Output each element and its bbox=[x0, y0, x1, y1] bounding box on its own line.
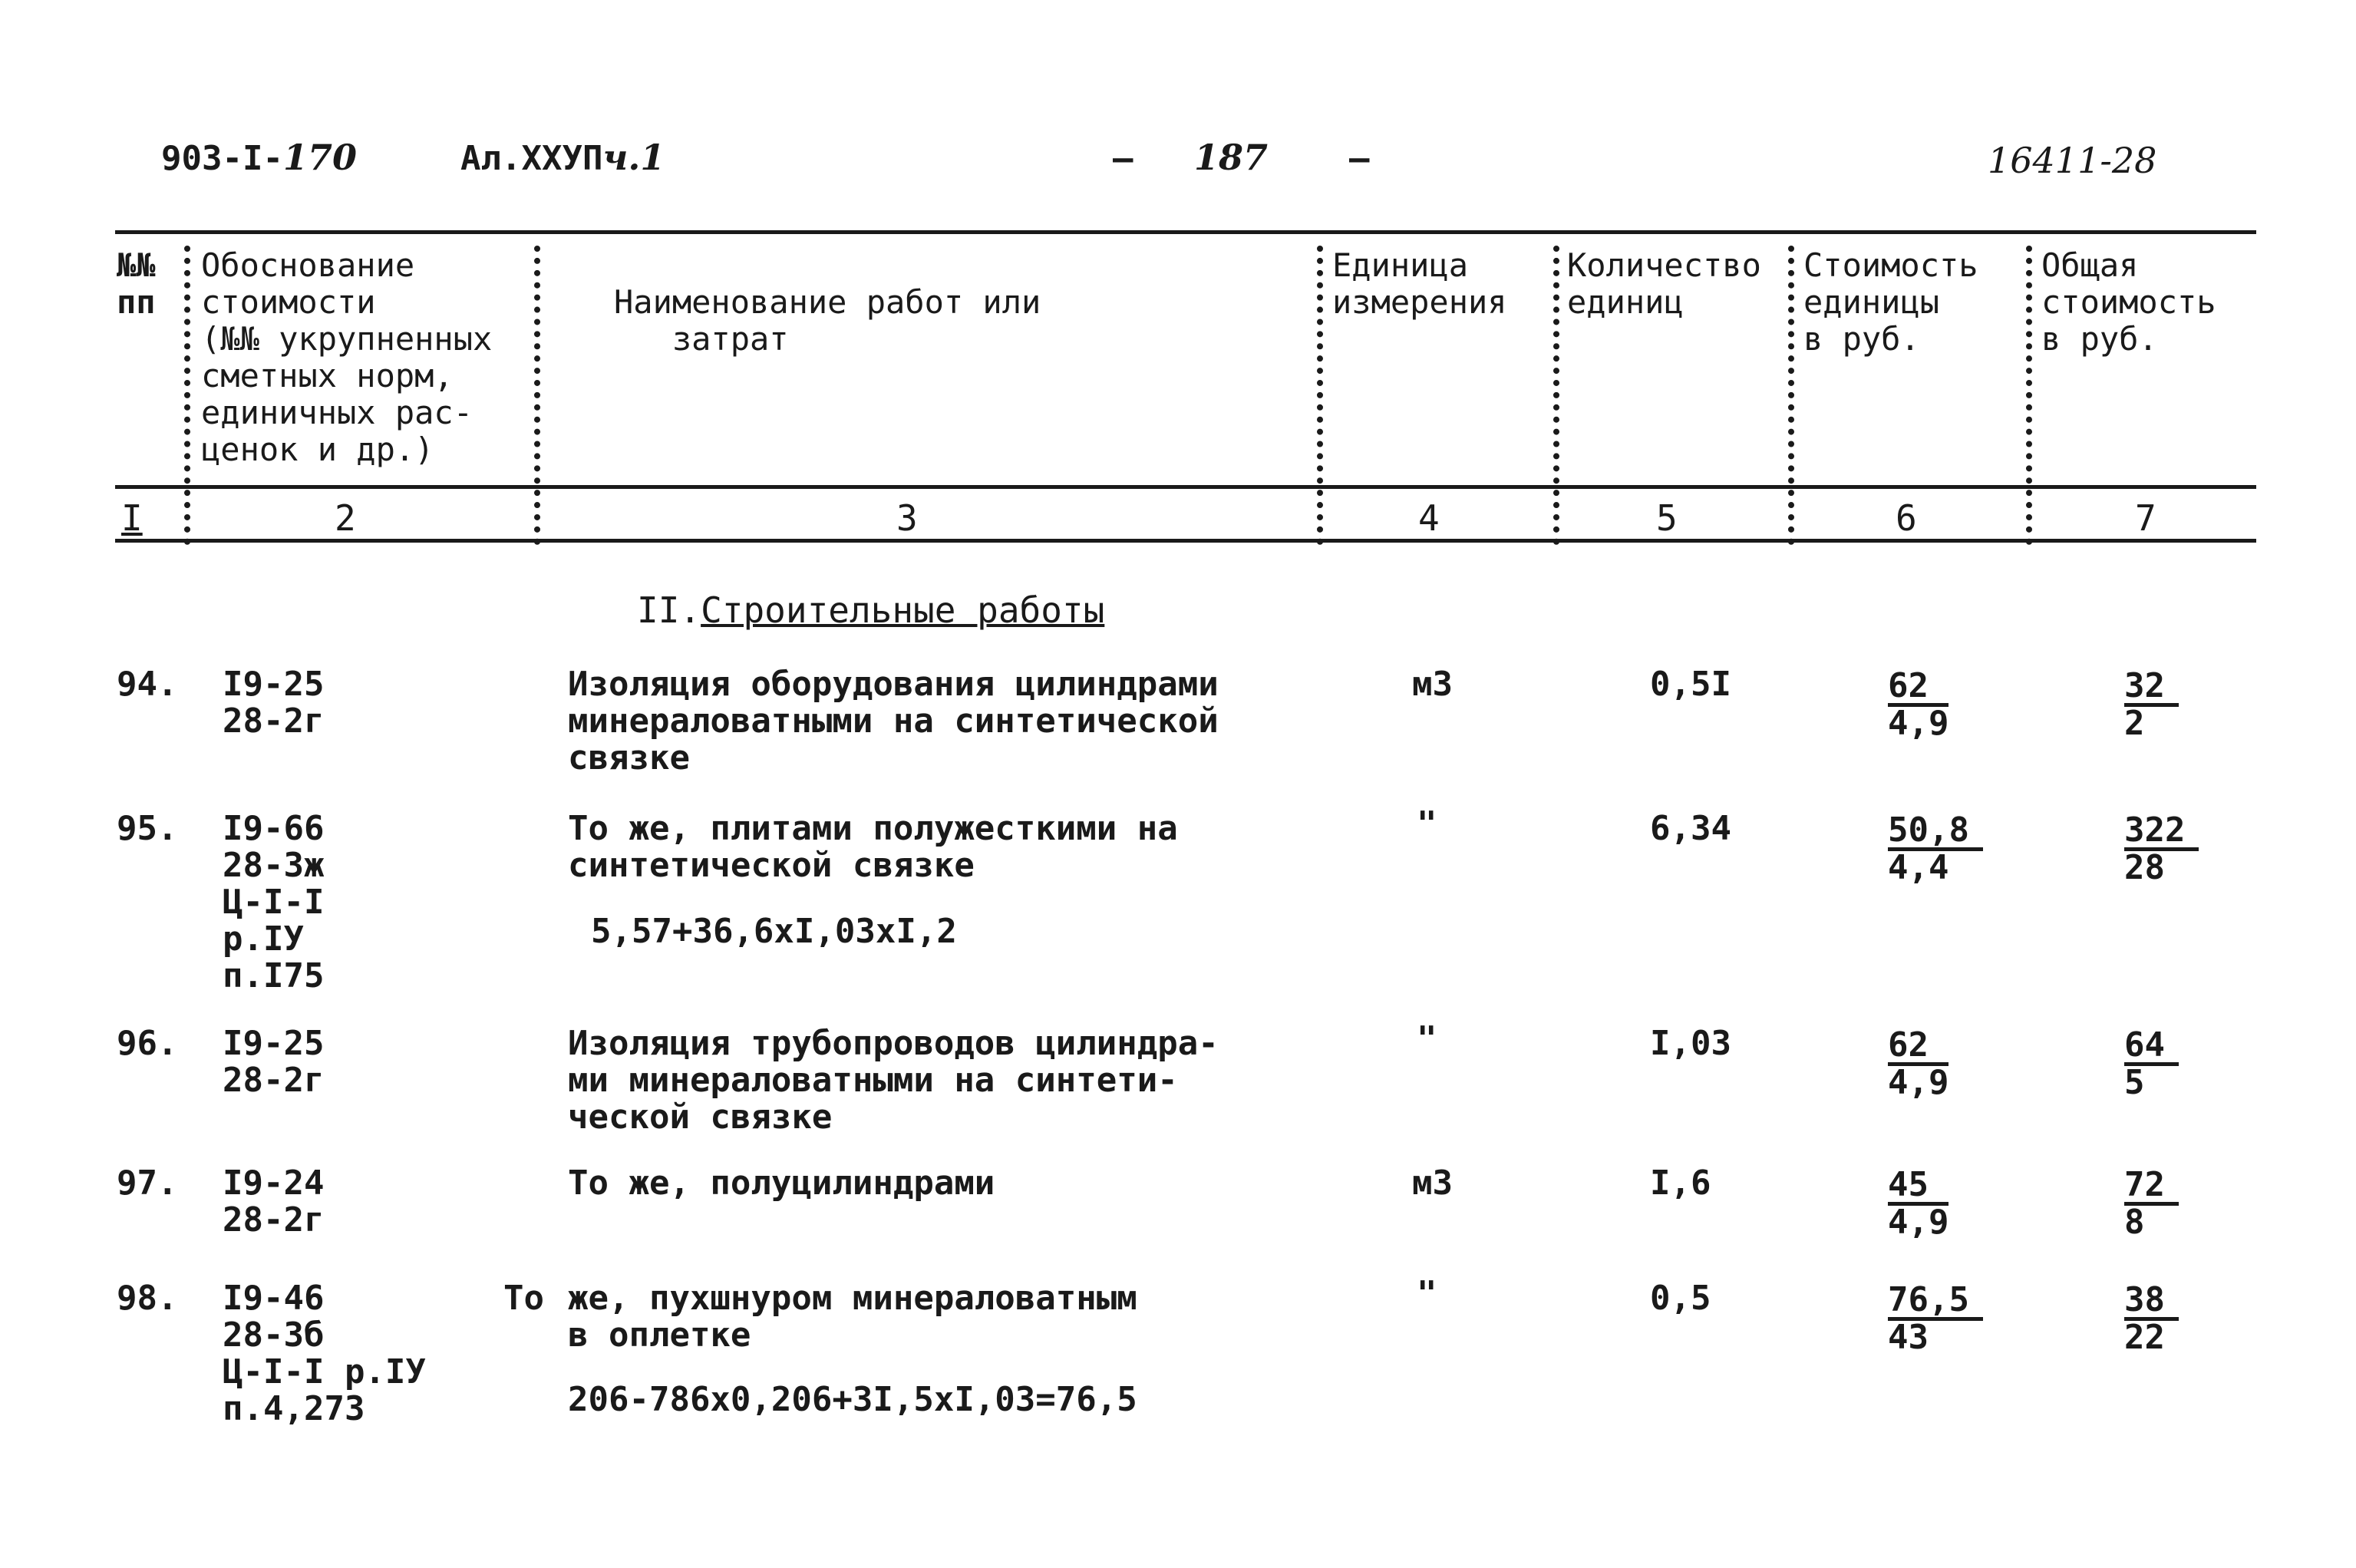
header-work-name: Наименование работ или затрат bbox=[614, 283, 1041, 358]
column-separator bbox=[184, 246, 190, 545]
row-number: 96. bbox=[117, 1024, 178, 1063]
column-number-2: 2 bbox=[335, 497, 356, 539]
unit-cost-bottom: 4,9 bbox=[1888, 1203, 1949, 1242]
row-total-cost bbox=[2124, 1025, 2179, 1102]
page-number: – 187 – bbox=[1113, 137, 1370, 178]
row-number: 98. bbox=[117, 1279, 178, 1318]
row-total-cost bbox=[2124, 666, 2179, 743]
row-total-cost bbox=[2124, 810, 2199, 887]
total-cost-bottom: 22 bbox=[2124, 1318, 2165, 1357]
total-cost-bottom: 2 bbox=[2124, 704, 2145, 743]
unit-cost-top: 45 bbox=[1888, 1168, 1948, 1206]
row-basis: I9-66 28-3ж Ц-I-I р.IУ п.I75 bbox=[223, 809, 325, 995]
row-number: 97. bbox=[117, 1164, 178, 1203]
unit-cost-bottom: 4,4 bbox=[1888, 848, 1949, 887]
row-unit: м3 bbox=[1412, 665, 1453, 704]
header-basis: Обоснование стоимости (№№ укрупненных сметных норм, единичных рас- ценок и др.) bbox=[201, 246, 493, 468]
row-work-name: То же, плитами полужесткими на синтетической связке bbox=[568, 809, 1178, 885]
total-cost-top: 38 bbox=[2124, 1283, 2179, 1321]
total-cost-top: 322 bbox=[2124, 814, 2199, 851]
row-unit-cost bbox=[1888, 1165, 1949, 1242]
column-separator bbox=[2026, 246, 2032, 545]
row-number: 94. bbox=[117, 665, 178, 704]
column-number-5: 5 bbox=[1656, 497, 1678, 539]
column-number-7: 7 bbox=[2135, 497, 2156, 539]
row-quantity: I,03 bbox=[1650, 1024, 1731, 1063]
row-total-cost bbox=[2124, 1165, 2179, 1242]
column-number-6: 6 bbox=[1896, 497, 1917, 539]
header-total-cost: Общая стоимость в руб. bbox=[2041, 246, 2216, 358]
row-formula: 5,57+36,6xI,03xI,2 bbox=[591, 912, 957, 951]
row-total-cost bbox=[2124, 1280, 2179, 1357]
row-unit-ditto: " bbox=[1417, 1274, 1437, 1313]
unit-cost-bottom: 4,9 bbox=[1888, 704, 1949, 743]
row-work-name: Изоляция оборудования цилиндрами минераловатными на синтетической связке bbox=[568, 665, 1219, 777]
row-unit-ditto: " bbox=[1417, 804, 1437, 843]
row-unit-cost bbox=[1888, 666, 1949, 743]
total-cost-bottom: 5 bbox=[2124, 1063, 2145, 1102]
row-unit-ditto: " bbox=[1417, 1019, 1437, 1058]
row-basis: I9-46 28-3б Ц-I-I р.IУ п.4,273 bbox=[223, 1279, 426, 1428]
row-unit-cost bbox=[1888, 1025, 1949, 1102]
column-number-rule bbox=[115, 539, 2256, 543]
section-prefix: II. bbox=[637, 589, 701, 631]
row-unit-cost bbox=[1888, 1280, 1983, 1357]
table-top-rule bbox=[115, 230, 2256, 234]
column-separator bbox=[1788, 246, 1794, 545]
unit-cost-top: 62 bbox=[1888, 1028, 1948, 1066]
total-cost-top: 72 bbox=[2124, 1168, 2179, 1206]
column-separator bbox=[1317, 246, 1323, 545]
row-work-name: же, пухшнуром минераловатным в оплетке bbox=[568, 1279, 1137, 1355]
column-separator bbox=[1553, 246, 1559, 545]
document-code-handwritten: 170 bbox=[282, 137, 357, 178]
unit-cost-bottom: 4,9 bbox=[1888, 1063, 1949, 1102]
unit-cost-top: 50,8 bbox=[1888, 814, 1983, 851]
album-number: Ал.XXУПч.1 bbox=[460, 137, 665, 178]
row-quantity: 6,34 bbox=[1650, 809, 1731, 848]
header-row-number: №№ пп bbox=[117, 246, 156, 321]
row-number: 95. bbox=[117, 809, 178, 848]
total-cost-top: 64 bbox=[2124, 1028, 2179, 1066]
section-title-text: Строительные работы bbox=[701, 589, 1105, 631]
header-unit: Единица измерения bbox=[1332, 246, 1507, 321]
total-cost-top: 32 bbox=[2124, 669, 2179, 707]
document-code: 903-I-170 bbox=[161, 137, 357, 178]
row-unit-cost bbox=[1888, 810, 1983, 887]
row-quantity: 0,5 bbox=[1650, 1279, 1711, 1318]
column-number-4: 4 bbox=[1418, 497, 1440, 539]
row-work-name: То же, полуцилиндрами bbox=[568, 1164, 995, 1203]
unit-cost-bottom: 43 bbox=[1888, 1318, 1929, 1357]
column-number-1: I bbox=[121, 497, 143, 539]
row-basis: I9-25 28-2г bbox=[223, 665, 325, 741]
total-cost-bottom: 8 bbox=[2124, 1203, 2145, 1242]
row-work-name-prefix: То bbox=[503, 1279, 544, 1318]
header-separator-rule bbox=[115, 485, 2256, 489]
row-basis: I9-24 28-2г bbox=[223, 1164, 325, 1240]
total-cost-bottom: 28 bbox=[2124, 848, 2165, 887]
row-quantity: 0,5I bbox=[1650, 665, 1731, 704]
row-basis: I9-25 28-2г bbox=[223, 1024, 325, 1100]
column-separator bbox=[534, 246, 540, 545]
unit-cost-top: 62 bbox=[1888, 669, 1948, 707]
album-part-handwritten: ч.1 bbox=[602, 137, 665, 178]
header-quantity: Количество единиц bbox=[1567, 246, 1761, 321]
row-unit: м3 bbox=[1412, 1164, 1453, 1203]
column-number-3: 3 bbox=[896, 497, 918, 539]
row-formula: 206-786x0,206+3I,5xI,03=76,5 bbox=[568, 1380, 1137, 1419]
row-quantity: I,6 bbox=[1650, 1164, 1711, 1203]
section-title bbox=[637, 589, 1104, 631]
header-unit-cost: Стоимость единицы в руб. bbox=[1803, 246, 1978, 358]
unit-cost-top: 76,5 bbox=[1888, 1283, 1983, 1321]
registration-stamp: 16411-28 bbox=[1988, 140, 2157, 181]
row-work-name: Изоляция трубопроводов цилиндра- ми минераловатными на синтети- ческой связке bbox=[568, 1024, 1219, 1137]
